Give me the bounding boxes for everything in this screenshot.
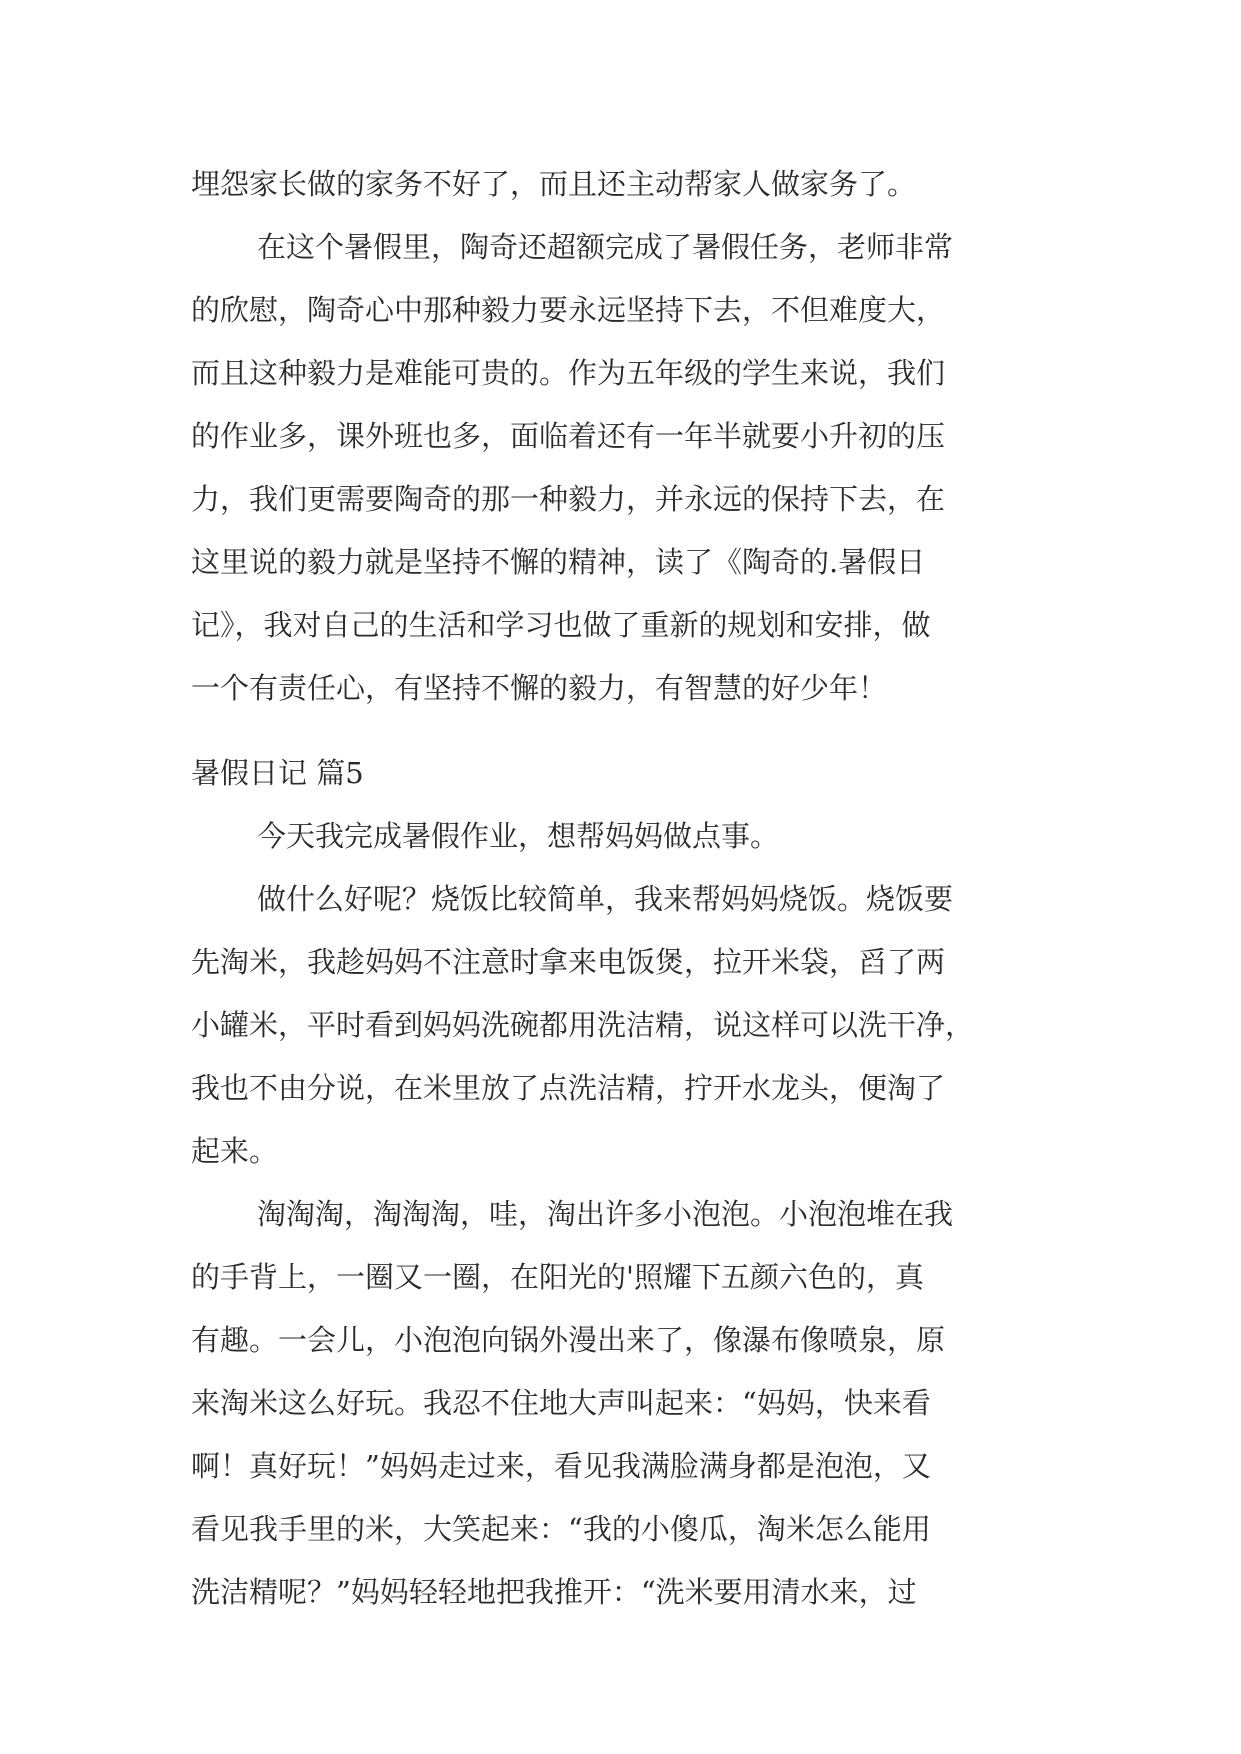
text-line: 而且这种毅力是难能可贵的。作为五年级的学生来说，我们 bbox=[191, 356, 946, 390]
text-line: 有趣。一会儿，小泡泡向锅外漫出来了，像瀑布像喷泉，原 bbox=[191, 1323, 946, 1357]
text-line: 埋怨家长做的家务不好了，而且还主动帮家人做家务了。 bbox=[191, 167, 917, 201]
text-line: 今天我完成暑假作业，想帮妈妈做点事。 bbox=[257, 819, 780, 853]
text-line: 的欣慰，陶奇心中那种毅力要永远坚持下去，不但难度大， bbox=[191, 293, 946, 327]
text-line: 一个有责任心，有坚持不懈的毅力，有智慧的好少年！ bbox=[191, 671, 888, 705]
text-line: 记》，我对自己的生活和学习也做了重新的规划和安排，做 bbox=[191, 608, 931, 642]
text-line: 洗洁精呢？”妈妈轻轻地把我推开：“洗米要用清水来，过 bbox=[191, 1575, 917, 1609]
text-line: 我也不由分说，在米里放了点洗洁精，拧开水龙头，便淘了 bbox=[191, 1071, 946, 1105]
text-line: 来淘米这么好玩。我忍不住地大声叫起来：“妈妈，快来看 bbox=[191, 1386, 931, 1420]
text-line: 的作业多，课外班也多，面临着还有一年半就要小升初的压 bbox=[191, 419, 946, 453]
text-line: 淘淘淘，淘淘淘，哇，淘出许多小泡泡。小泡泡堆在我 bbox=[257, 1197, 954, 1231]
paragraph-block-1 bbox=[191, 153, 1051, 720]
text-line: 这里说的毅力就是坚持不懈的精神，读了《陶奇的.暑假日 bbox=[191, 545, 926, 579]
section-heading: 暑假日记 篇5 bbox=[191, 756, 364, 790]
text-line: 啊！真好玩！”妈妈走过来，看见我满脸满身都是泡泡，又 bbox=[191, 1449, 931, 1483]
text-line: 做什么好呢？烧饭比较简单，我来帮妈妈烧饭。烧饭要 bbox=[257, 882, 954, 916]
paragraph-block-2 bbox=[191, 805, 1051, 1624]
text-line: 小罐米，平时看到妈妈洗碗都用洗洁精，说这样可以洗干净， bbox=[191, 1008, 975, 1042]
text-line: 在这个暑假里，陶奇还超额完成了暑假任务，老师非常 bbox=[257, 230, 954, 264]
text-line: 先淘米，我趁妈妈不注意时拿来电饭煲，拉开米袋，舀了两 bbox=[191, 945, 946, 979]
text-line: 的手背上，一圈又一圈，在阳光的'照耀下五颜六色的，真 bbox=[191, 1260, 924, 1294]
text-line: 力，我们更需要陶奇的那一种毅力，并永远的保持下去，在 bbox=[191, 482, 946, 516]
text-line: 起来。 bbox=[191, 1134, 279, 1168]
text-line: 看见我手里的米，大笑起来：“我的小傻瓜，淘米怎么能用 bbox=[191, 1512, 931, 1546]
